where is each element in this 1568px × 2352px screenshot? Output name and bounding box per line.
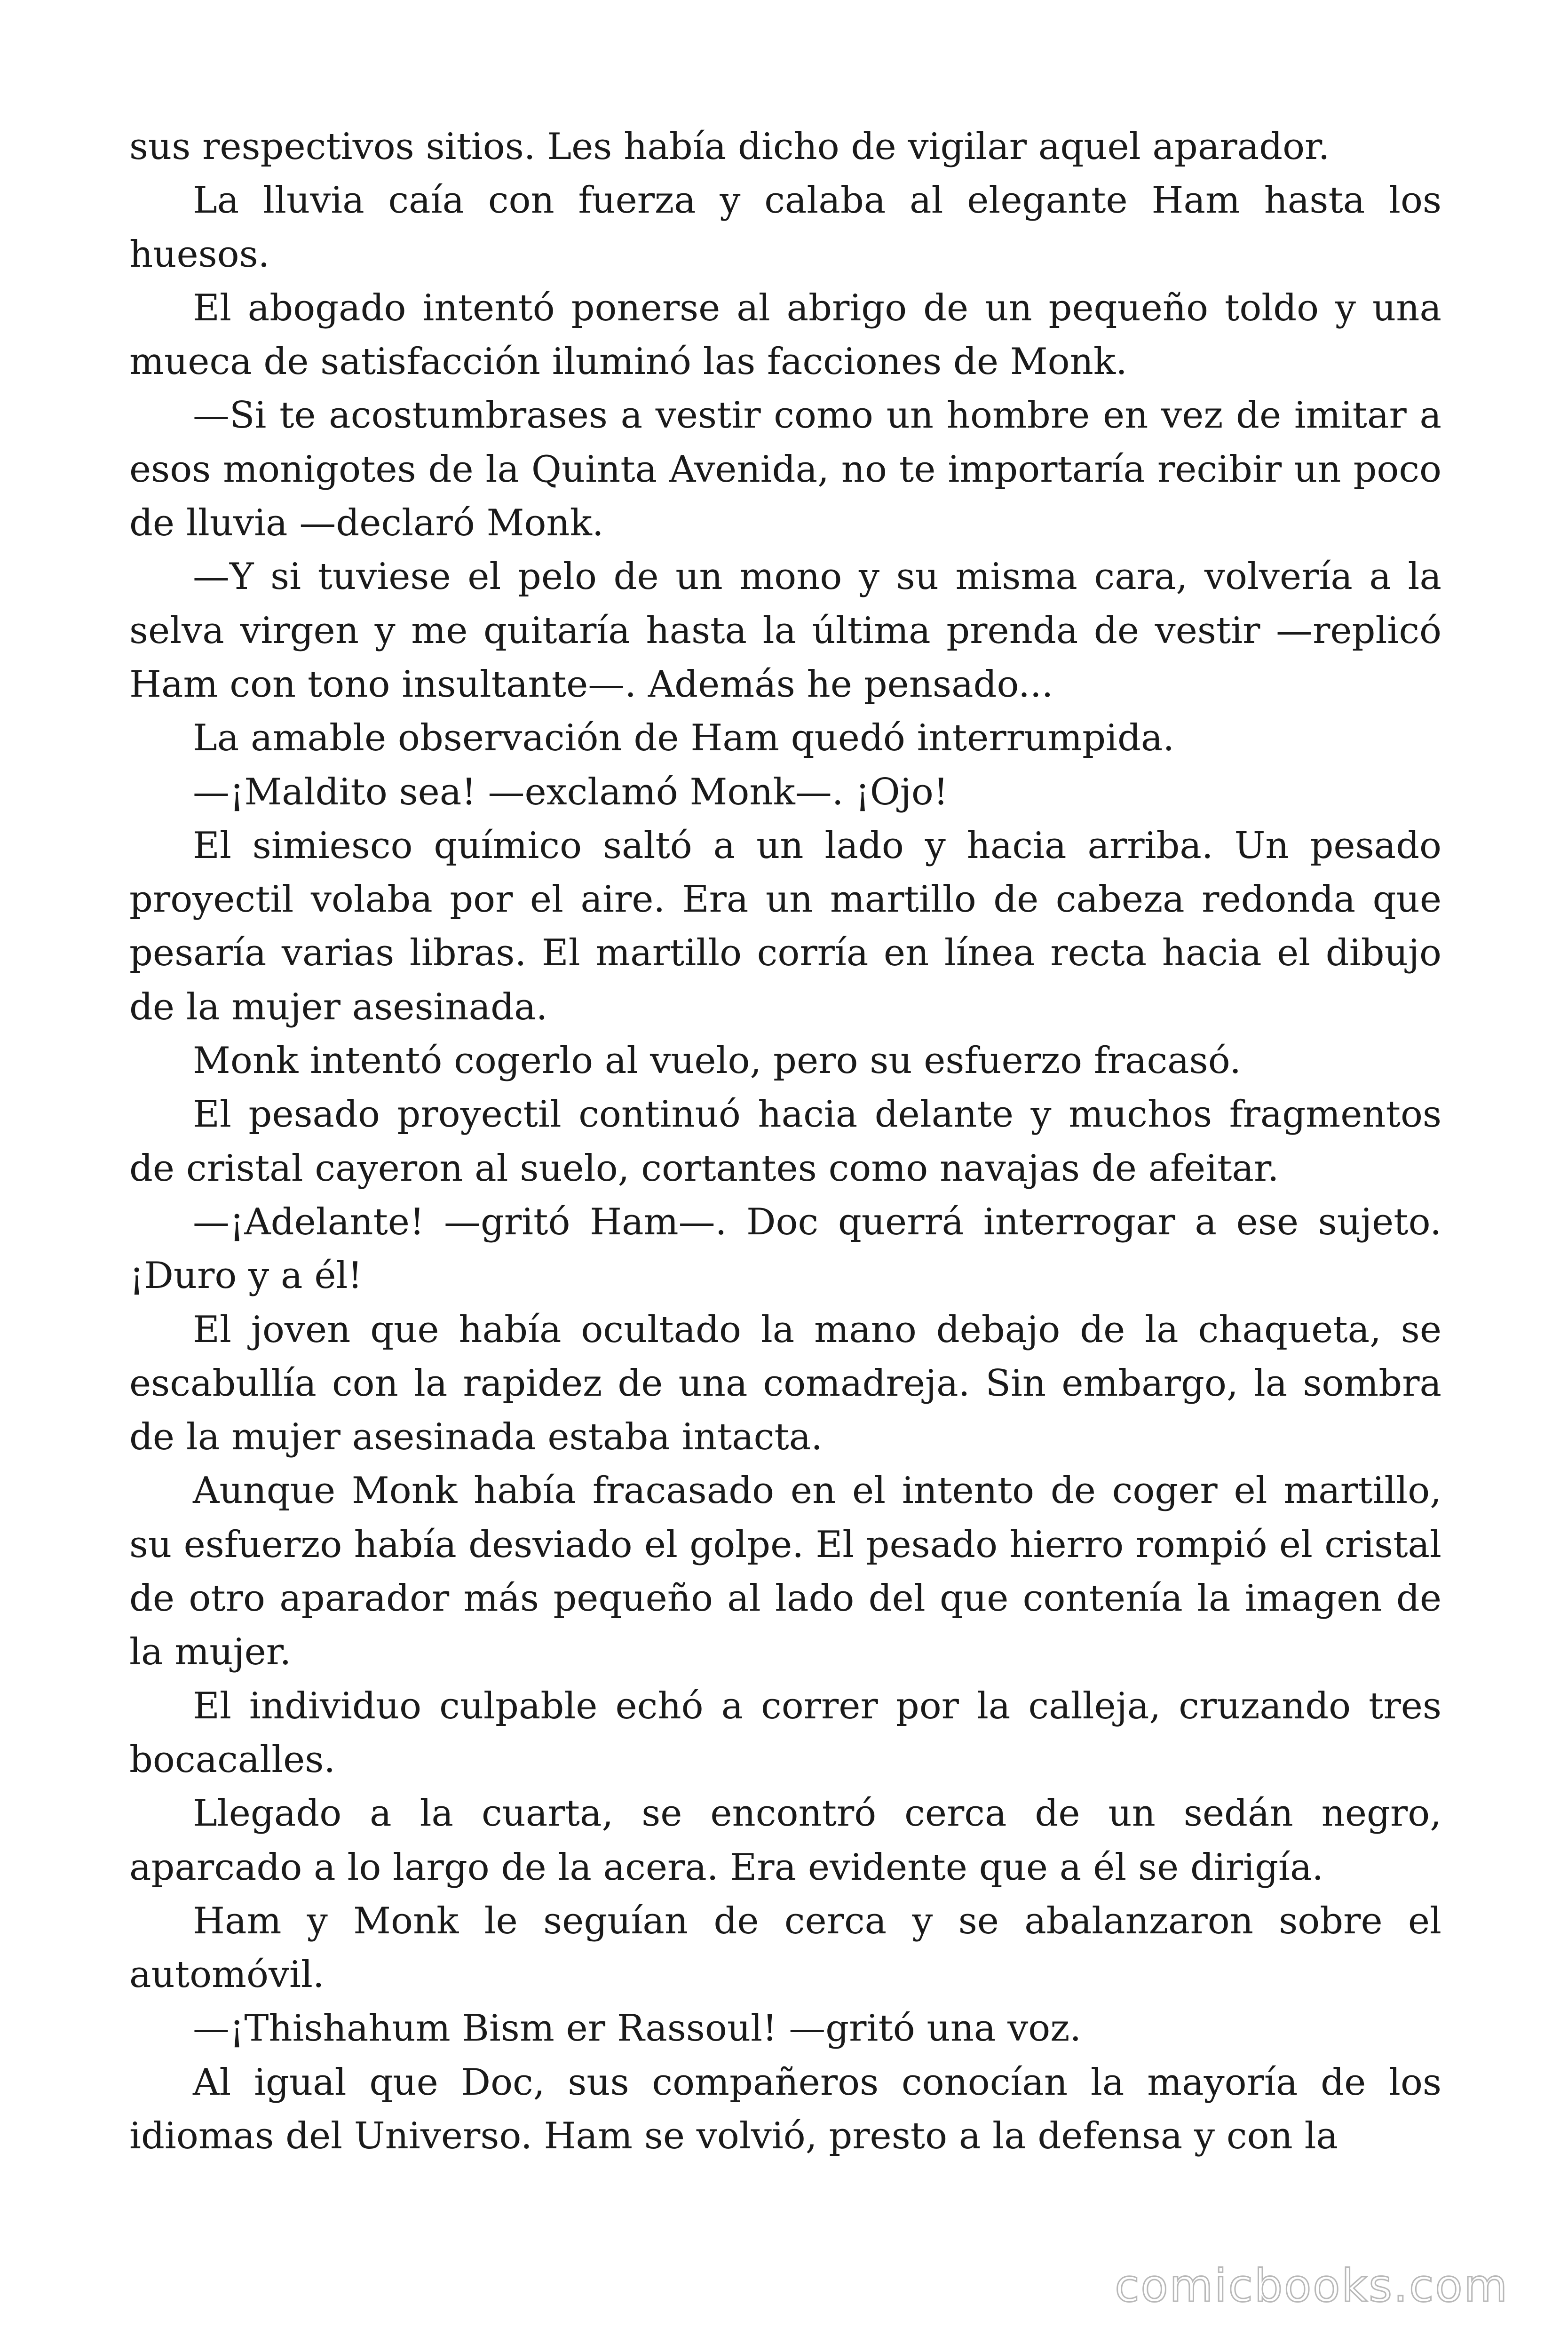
paragraph: La amable observación de Ham quedó interrumpida. xyxy=(193,717,1175,760)
paragraph: Ham y Monk le seguían de cerca y se abalanzaron sobre el automóvil. xyxy=(129,1899,1441,1996)
paragraph: Llegado a la cuarta, se encontró cerca de un sedán negro, aparcado a lo largo de la acera. Era evidente que a él se dirigía. xyxy=(129,1792,1441,1889)
paragraph: El simiesco químico saltó a un lado y hacia arriba. Un pesado proyectil volaba por el aire. Era un martillo de cabeza redonda que pesaría varias libras. El martillo corría en línea recta hacia el dibujo de la mujer asesinada. xyxy=(129,824,1441,1028)
paragraph: El pesado proyectil continuó hacia delante y muchos fragmentos de cristal cayeron al suelo, cortantes como navajas de afeitar. xyxy=(129,1093,1441,1190)
book-page-text xyxy=(129,120,1441,2163)
paragraph: —¡Adelante! —gritó Ham—. Doc querrá interrogar a ese sujeto. ¡Duro y a él! xyxy=(129,1200,1441,1297)
paragraph: El individuo culpable echó a correr por la calleja, cruzando tres bocacalles. xyxy=(129,1685,1441,1781)
paragraph: sus respectivos sitios. Les había dicho de vigilar aquel aparador. xyxy=(129,126,1330,168)
paragraph: Aunque Monk había fracasado en el intento de coger el martillo, su esfuerzo había desviado el golpe. El pesado hierro rompió el cristal de otro aparador más pequeño al lado del que contenía la imagen de la mujer. xyxy=(129,1470,1441,1674)
paragraph: —Y si tuviese el pelo de un mono y su misma cara, volvería a la selva virgen y me quitaría hasta la última prenda de vestir —replicó Ham con tono insultante—. Además he pensado... xyxy=(129,556,1441,706)
paragraph: —¡Maldito sea! —exclamó Monk—. ¡Ojo! xyxy=(193,771,949,813)
paragraph: El abogado intentó ponerse al abrigo de un pequeño toldo y una mueca de satisfacción iluminó las facciones de Monk. xyxy=(129,286,1441,383)
paragraph: Monk intentó cogerlo al vuelo, pero su esfuerzo fracasó. xyxy=(193,1040,1242,1082)
watermark: comicbooks.com xyxy=(1115,2260,1509,2312)
paragraph: El joven que había ocultado la mano debajo de la chaqueta, se escabullía con la rapidez de una comadreja. Sin embargo, la sombra de la mujer asesinada estaba intacta. xyxy=(129,1308,1441,1459)
paragraph: La lluvia caía con fuerza y calaba al elegante Ham hasta los huesos. xyxy=(129,179,1441,276)
paragraph: —¡Thishahum Bism er Rassoul! —gritó una voz. xyxy=(193,2007,1082,2050)
paragraph: Al igual que Doc, sus compañeros conocían la mayoría de los idiomas del Universo. Ham se volvió, presto a la defensa y con la xyxy=(129,2061,1441,2157)
paragraph: —Si te acostumbrases a vestir como un hombre en vez de imitar a esos monigotes de la Quinta Avenida, no te importaría recibir un poco de lluvia —declaró Monk. xyxy=(129,394,1441,545)
